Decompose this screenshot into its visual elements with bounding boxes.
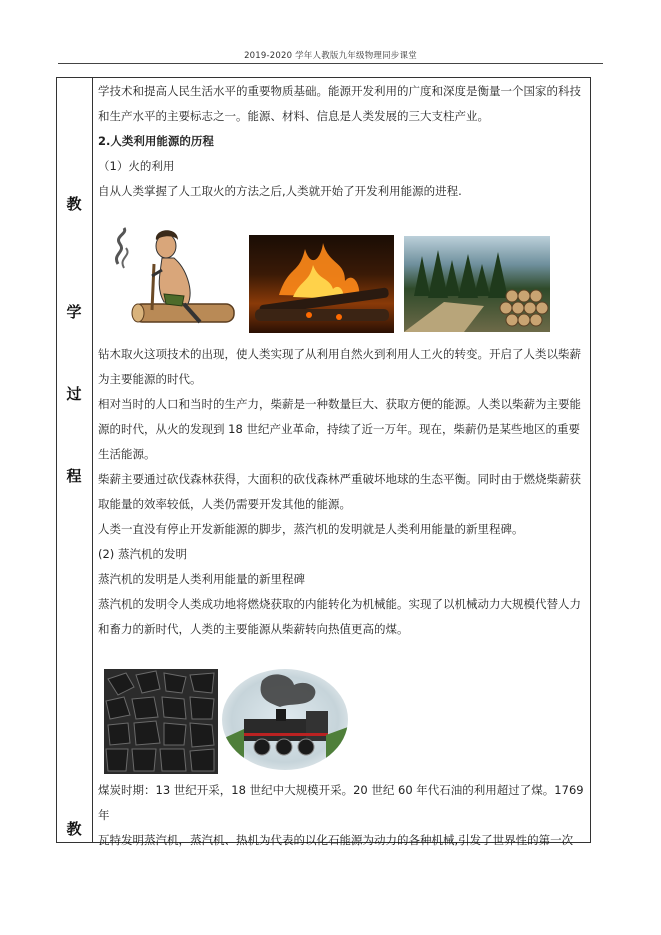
- campfire-photo: [249, 235, 394, 333]
- content-block-history: [98, 342, 584, 642]
- paragraph: 蒸汽机的发明令人类成功地将燃烧获取的内能转化为机械能。实现了以机械动力大规模代替人力: [98, 597, 581, 611]
- paragraph: 为主要能源的时代。: [98, 372, 202, 386]
- subsection-heading: (2) 蒸汽机的发明: [98, 547, 187, 561]
- page-header: 2019-2020 学年人教版九年级物理同步课堂: [244, 51, 417, 61]
- caveman-drilling-fire-illustration: [104, 224, 239, 336]
- side-label-guo: 过: [66, 385, 82, 403]
- paragraph: 相对当时的人口和当时的生产力，柴薪是一种数量巨大、获取方便的能源。人类以柴薪为主要能: [98, 397, 581, 411]
- side-label-xue: 学: [66, 303, 82, 321]
- section-heading: 2.人类利用能源的历程: [98, 134, 214, 148]
- header-rule: [58, 63, 603, 64]
- paragraph: 钻木取火这项技术的出现，使人类实现了从利用自然火到利用人工火的转变。开启了人类以柴薪: [98, 347, 581, 361]
- subsection-heading: （1）火的利用: [98, 159, 175, 173]
- paragraph: 和生产水平的主要标志之一。能源、材料、信息是人类发展的三大支柱产业。: [98, 109, 489, 123]
- paragraph: 蒸汽机的发明是人类利用能量的新里程碑: [98, 572, 305, 586]
- paragraph: 取能量的效率较低，人类仍需要开发其他的能源。: [98, 497, 351, 511]
- steam-locomotive-photo: [222, 669, 348, 770]
- paragraph: 瓦特发明蒸汽机，蒸汽机、热机为代表的以化石能源为动力的各种机械,引发了世界性的第一次: [98, 833, 574, 847]
- content-block-intro: [98, 79, 584, 204]
- paragraph: 源的时代，从火的发现到 18 世纪产业革命，持续了近一万年。现在，柴薪仍是某些地区的重要: [98, 422, 580, 436]
- coal-lumps-photo: [104, 669, 218, 774]
- paragraph: 煤炭时期：13 世纪开采，18 世纪中大规模开采。20 世纪 60 年代石油的利用超过了煤。1769 年: [98, 783, 584, 822]
- paragraph: 人类一直没有停止开发新能源的脚步，蒸汽机的发明就是人类利用能量的新里程碑。: [98, 522, 524, 536]
- paragraph: 生活能源。: [98, 447, 156, 461]
- side-label-jiao: 教: [66, 195, 82, 213]
- paragraph: 学技术和提高人民生活水平的重要物质基础。能源开发利用的广度和深度是衡量一个国家的科技: [98, 84, 581, 98]
- logged-forest-woodpile-photo: [404, 236, 550, 332]
- paragraph: 柴薪主要通过砍伐森林获得，大面积的砍伐森林严重破坏地球的生态平衡。同时由于燃烧柴薪获: [98, 472, 581, 486]
- side-label-cheng: 程: [66, 467, 82, 485]
- side-label-jiao-2: 教: [66, 820, 82, 838]
- content-block-coal: [98, 778, 584, 853]
- table-column-divider: [92, 77, 93, 842]
- paragraph: 自从人类掌握了人工取火的方法之后,人类就开始了开发利用能源的进程.: [98, 184, 462, 198]
- paragraph: 和畜力的新时代，人类的主要能源从柴薪转向热值更高的煤。: [98, 622, 409, 636]
